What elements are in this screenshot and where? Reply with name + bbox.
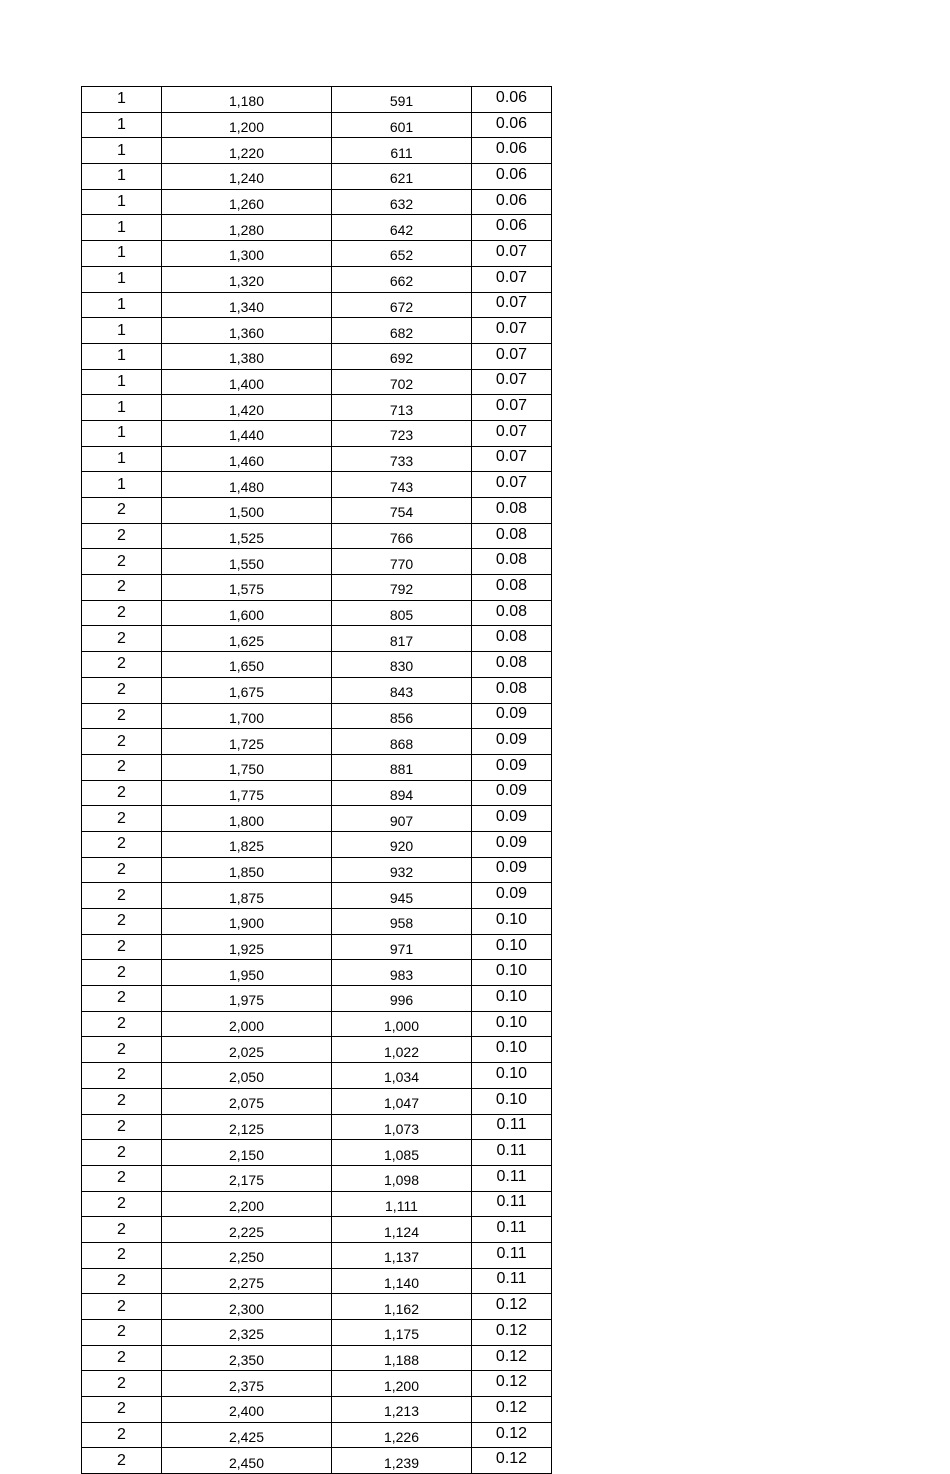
table-row (82, 189, 552, 215)
col-1-cell: 2 (82, 857, 162, 883)
col-3-cell: 1,034 (332, 1063, 472, 1089)
col-1-cell: 1 (82, 189, 162, 215)
col-3-cell: 920 (332, 831, 472, 857)
col-1-cell: 1 (82, 395, 162, 421)
col-4-cell: 0.09 (472, 883, 552, 909)
col-1-cell: 2 (82, 831, 162, 857)
col-1-cell: 1 (82, 87, 162, 113)
col-1-cell: 1 (82, 215, 162, 241)
col-3-cell: 632 (332, 189, 472, 215)
col-2-cell: 1,440 (162, 420, 332, 446)
table-row (82, 292, 552, 318)
col-2-cell: 2,025 (162, 1037, 332, 1063)
col-4-cell: 0.08 (472, 498, 552, 524)
col-2-cell: 2,375 (162, 1371, 332, 1397)
table-row (82, 523, 552, 549)
col-2-cell: 1,480 (162, 472, 332, 498)
col-4-cell: 0.07 (472, 420, 552, 446)
col-3-cell: 1,000 (332, 1011, 472, 1037)
table-row (82, 138, 552, 164)
col-3-cell: 733 (332, 446, 472, 472)
col-3-cell: 1,098 (332, 1165, 472, 1191)
col-2-cell: 2,150 (162, 1140, 332, 1166)
col-4-cell: 0.06 (472, 138, 552, 164)
col-3-cell: 958 (332, 909, 472, 935)
col-1-cell: 2 (82, 1114, 162, 1140)
table-row (82, 626, 552, 652)
col-3-cell: 1,188 (332, 1345, 472, 1371)
col-4-cell: 0.08 (472, 600, 552, 626)
col-3-cell: 996 (332, 986, 472, 1012)
table-row (82, 1140, 552, 1166)
table-row (82, 1191, 552, 1217)
table-row (82, 1422, 552, 1448)
col-4-cell: 0.10 (472, 1088, 552, 1114)
col-3-cell: 868 (332, 729, 472, 755)
col-3-cell: 713 (332, 395, 472, 421)
col-4-cell: 0.07 (472, 266, 552, 292)
col-1-cell: 2 (82, 1268, 162, 1294)
table-row (82, 1448, 552, 1474)
col-3-cell: 792 (332, 575, 472, 601)
col-2-cell: 2,075 (162, 1088, 332, 1114)
col-4-cell: 0.09 (472, 703, 552, 729)
col-1-cell: 2 (82, 806, 162, 832)
col-2-cell: 2,125 (162, 1114, 332, 1140)
col-4-cell: 0.08 (472, 523, 552, 549)
col-2-cell: 1,900 (162, 909, 332, 935)
col-2-cell: 1,460 (162, 446, 332, 472)
col-1-cell: 2 (82, 1165, 162, 1191)
col-4-cell: 0.07 (472, 292, 552, 318)
col-1-cell: 2 (82, 1191, 162, 1217)
col-4-cell: 0.11 (472, 1140, 552, 1166)
col-1-cell: 2 (82, 677, 162, 703)
col-2-cell: 1,675 (162, 677, 332, 703)
col-4-cell: 0.07 (472, 343, 552, 369)
data-table (81, 86, 552, 1474)
col-1-cell: 2 (82, 1242, 162, 1268)
table-row (82, 1063, 552, 1089)
table-row (82, 1217, 552, 1243)
col-2-cell: 1,220 (162, 138, 332, 164)
col-1-cell: 2 (82, 1088, 162, 1114)
col-1-cell: 2 (82, 729, 162, 755)
table-row (82, 780, 552, 806)
col-1-cell: 1 (82, 241, 162, 267)
col-2-cell: 1,240 (162, 164, 332, 190)
table-row (82, 1294, 552, 1320)
table-row (82, 677, 552, 703)
col-2-cell: 1,180 (162, 87, 332, 113)
col-1-cell: 2 (82, 703, 162, 729)
col-4-cell: 0.07 (472, 446, 552, 472)
col-4-cell: 0.06 (472, 189, 552, 215)
col-2-cell: 2,200 (162, 1191, 332, 1217)
table-row (82, 420, 552, 446)
table-row (82, 934, 552, 960)
table-row (82, 1037, 552, 1063)
col-2-cell: 1,360 (162, 318, 332, 344)
col-4-cell: 0.07 (472, 318, 552, 344)
col-2-cell: 2,400 (162, 1397, 332, 1423)
col-4-cell: 0.10 (472, 909, 552, 935)
table-row (82, 1397, 552, 1423)
col-4-cell: 0.11 (472, 1268, 552, 1294)
table-row (82, 549, 552, 575)
col-4-cell: 0.09 (472, 857, 552, 883)
col-4-cell: 0.08 (472, 626, 552, 652)
table-row (82, 754, 552, 780)
col-4-cell: 0.12 (472, 1294, 552, 1320)
col-4-cell: 0.10 (472, 1063, 552, 1089)
col-2-cell: 1,750 (162, 754, 332, 780)
col-3-cell: 1,213 (332, 1397, 472, 1423)
col-3-cell: 743 (332, 472, 472, 498)
col-1-cell: 2 (82, 1011, 162, 1037)
col-1-cell: 1 (82, 446, 162, 472)
col-1-cell: 2 (82, 986, 162, 1012)
table-row (82, 164, 552, 190)
col-3-cell: 1,137 (332, 1242, 472, 1268)
col-3-cell: 692 (332, 343, 472, 369)
col-2-cell: 2,350 (162, 1345, 332, 1371)
table-row (82, 1114, 552, 1140)
col-3-cell: 682 (332, 318, 472, 344)
col-1-cell: 2 (82, 1037, 162, 1063)
col-4-cell: 0.09 (472, 831, 552, 857)
col-1-cell: 1 (82, 318, 162, 344)
col-1-cell: 2 (82, 1397, 162, 1423)
col-4-cell: 0.11 (472, 1217, 552, 1243)
col-1-cell: 2 (82, 549, 162, 575)
col-1-cell: 2 (82, 626, 162, 652)
col-4-cell: 0.12 (472, 1320, 552, 1346)
col-2-cell: 2,225 (162, 1217, 332, 1243)
col-3-cell: 702 (332, 369, 472, 395)
table-row (82, 960, 552, 986)
col-2-cell: 1,975 (162, 986, 332, 1012)
col-4-cell: 0.08 (472, 652, 552, 678)
col-3-cell: 1,140 (332, 1268, 472, 1294)
col-1-cell: 1 (82, 472, 162, 498)
col-2-cell: 1,625 (162, 626, 332, 652)
col-2-cell: 1,825 (162, 831, 332, 857)
col-2-cell: 2,175 (162, 1165, 332, 1191)
col-1-cell: 2 (82, 1371, 162, 1397)
col-2-cell: 1,575 (162, 575, 332, 601)
table-row (82, 215, 552, 241)
col-2-cell: 1,800 (162, 806, 332, 832)
col-4-cell: 0.11 (472, 1242, 552, 1268)
col-4-cell: 0.06 (472, 112, 552, 138)
col-4-cell: 0.07 (472, 241, 552, 267)
col-2-cell: 1,850 (162, 857, 332, 883)
col-4-cell: 0.08 (472, 575, 552, 601)
col-1-cell: 1 (82, 369, 162, 395)
col-3-cell: 1,239 (332, 1448, 472, 1474)
col-4-cell: 0.10 (472, 934, 552, 960)
table-row (82, 369, 552, 395)
col-3-cell: 652 (332, 241, 472, 267)
col-4-cell: 0.09 (472, 780, 552, 806)
col-2-cell: 2,425 (162, 1422, 332, 1448)
col-1-cell: 1 (82, 292, 162, 318)
table-row (82, 241, 552, 267)
table-row (82, 1345, 552, 1371)
col-4-cell: 0.11 (472, 1114, 552, 1140)
col-3-cell: 881 (332, 754, 472, 780)
table-row (82, 806, 552, 832)
col-3-cell: 591 (332, 87, 472, 113)
col-2-cell: 1,725 (162, 729, 332, 755)
col-1-cell: 2 (82, 960, 162, 986)
col-3-cell: 1,022 (332, 1037, 472, 1063)
col-3-cell: 1,226 (332, 1422, 472, 1448)
col-1-cell: 1 (82, 343, 162, 369)
col-1-cell: 2 (82, 883, 162, 909)
col-1-cell: 2 (82, 1294, 162, 1320)
col-1-cell: 1 (82, 138, 162, 164)
table-row (82, 652, 552, 678)
col-1-cell: 2 (82, 498, 162, 524)
col-1-cell: 2 (82, 754, 162, 780)
col-2-cell: 2,275 (162, 1268, 332, 1294)
table-row (82, 395, 552, 421)
col-2-cell: 1,500 (162, 498, 332, 524)
col-3-cell: 672 (332, 292, 472, 318)
col-4-cell: 0.08 (472, 549, 552, 575)
col-1-cell: 2 (82, 1320, 162, 1346)
col-2-cell: 2,325 (162, 1320, 332, 1346)
col-1-cell: 2 (82, 652, 162, 678)
table-row (82, 1088, 552, 1114)
col-3-cell: 983 (332, 960, 472, 986)
col-3-cell: 817 (332, 626, 472, 652)
col-4-cell: 0.10 (472, 960, 552, 986)
table-row (82, 472, 552, 498)
col-1-cell: 2 (82, 600, 162, 626)
col-4-cell: 0.06 (472, 164, 552, 190)
col-1-cell: 1 (82, 420, 162, 446)
table-row (82, 909, 552, 935)
col-3-cell: 932 (332, 857, 472, 883)
col-4-cell: 0.06 (472, 215, 552, 241)
col-3-cell: 1,047 (332, 1088, 472, 1114)
col-2-cell: 1,925 (162, 934, 332, 960)
col-2-cell: 2,050 (162, 1063, 332, 1089)
col-3-cell: 1,111 (332, 1191, 472, 1217)
col-4-cell: 0.06 (472, 87, 552, 113)
col-2-cell: 2,300 (162, 1294, 332, 1320)
col-2-cell: 1,950 (162, 960, 332, 986)
col-4-cell: 0.09 (472, 729, 552, 755)
col-2-cell: 1,380 (162, 343, 332, 369)
col-3-cell: 1,175 (332, 1320, 472, 1346)
col-2-cell: 1,400 (162, 369, 332, 395)
col-2-cell: 1,650 (162, 652, 332, 678)
col-4-cell: 0.11 (472, 1191, 552, 1217)
table-row (82, 343, 552, 369)
table-row (82, 498, 552, 524)
col-3-cell: 830 (332, 652, 472, 678)
col-3-cell: 1,124 (332, 1217, 472, 1243)
col-1-cell: 2 (82, 1345, 162, 1371)
col-1-cell: 2 (82, 523, 162, 549)
col-2-cell: 1,340 (162, 292, 332, 318)
col-2-cell: 1,280 (162, 215, 332, 241)
table-row (82, 986, 552, 1012)
col-4-cell: 0.08 (472, 677, 552, 703)
col-2-cell: 1,550 (162, 549, 332, 575)
col-4-cell: 0.12 (472, 1448, 552, 1474)
col-3-cell: 754 (332, 498, 472, 524)
col-3-cell: 945 (332, 883, 472, 909)
col-3-cell: 907 (332, 806, 472, 832)
col-3-cell: 1,162 (332, 1294, 472, 1320)
col-3-cell: 894 (332, 780, 472, 806)
table-row (82, 857, 552, 883)
col-3-cell: 1,085 (332, 1140, 472, 1166)
col-3-cell: 770 (332, 549, 472, 575)
col-3-cell: 766 (332, 523, 472, 549)
table-row (82, 600, 552, 626)
table-row (82, 446, 552, 472)
col-3-cell: 611 (332, 138, 472, 164)
col-3-cell: 662 (332, 266, 472, 292)
col-3-cell: 843 (332, 677, 472, 703)
col-4-cell: 0.10 (472, 986, 552, 1012)
table-row (82, 318, 552, 344)
col-3-cell: 971 (332, 934, 472, 960)
table-row (82, 703, 552, 729)
col-1-cell: 1 (82, 164, 162, 190)
col-1-cell: 2 (82, 1217, 162, 1243)
col-4-cell: 0.09 (472, 806, 552, 832)
col-1-cell: 2 (82, 1140, 162, 1166)
col-2-cell: 1,875 (162, 883, 332, 909)
col-1-cell: 1 (82, 112, 162, 138)
table-row (82, 112, 552, 138)
table-row (82, 1011, 552, 1037)
col-4-cell: 0.10 (472, 1037, 552, 1063)
col-1-cell: 1 (82, 266, 162, 292)
col-3-cell: 642 (332, 215, 472, 241)
col-4-cell: 0.12 (472, 1397, 552, 1423)
col-2-cell: 1,600 (162, 600, 332, 626)
col-2-cell: 1,320 (162, 266, 332, 292)
col-1-cell: 2 (82, 909, 162, 935)
col-4-cell: 0.12 (472, 1345, 552, 1371)
col-3-cell: 621 (332, 164, 472, 190)
col-3-cell: 805 (332, 600, 472, 626)
col-2-cell: 2,450 (162, 1448, 332, 1474)
table-row (82, 1242, 552, 1268)
col-2-cell: 1,420 (162, 395, 332, 421)
table-row (82, 729, 552, 755)
col-3-cell: 1,200 (332, 1371, 472, 1397)
col-2-cell: 1,300 (162, 241, 332, 267)
col-2-cell: 1,200 (162, 112, 332, 138)
col-2-cell: 2,250 (162, 1242, 332, 1268)
table-row (82, 1268, 552, 1294)
col-4-cell: 0.11 (472, 1165, 552, 1191)
col-1-cell: 2 (82, 1063, 162, 1089)
col-4-cell: 0.12 (472, 1371, 552, 1397)
table-row (82, 1165, 552, 1191)
col-4-cell: 0.09 (472, 754, 552, 780)
col-4-cell: 0.07 (472, 472, 552, 498)
col-1-cell: 2 (82, 575, 162, 601)
table-row (82, 87, 552, 113)
col-4-cell: 0.07 (472, 395, 552, 421)
col-4-cell: 0.07 (472, 369, 552, 395)
col-4-cell: 0.12 (472, 1422, 552, 1448)
col-2-cell: 1,775 (162, 780, 332, 806)
table-row (82, 883, 552, 909)
table-row (82, 1320, 552, 1346)
table-row (82, 1371, 552, 1397)
col-3-cell: 723 (332, 420, 472, 446)
col-2-cell: 2,000 (162, 1011, 332, 1037)
col-2-cell: 1,700 (162, 703, 332, 729)
table-body (82, 87, 552, 1474)
col-1-cell: 2 (82, 1448, 162, 1474)
col-3-cell: 601 (332, 112, 472, 138)
col-2-cell: 1,525 (162, 523, 332, 549)
table-row (82, 575, 552, 601)
col-1-cell: 2 (82, 934, 162, 960)
table-row (82, 266, 552, 292)
col-4-cell: 0.10 (472, 1011, 552, 1037)
table-row (82, 831, 552, 857)
col-1-cell: 2 (82, 780, 162, 806)
col-2-cell: 1,260 (162, 189, 332, 215)
col-1-cell: 2 (82, 1422, 162, 1448)
col-3-cell: 856 (332, 703, 472, 729)
col-3-cell: 1,073 (332, 1114, 472, 1140)
